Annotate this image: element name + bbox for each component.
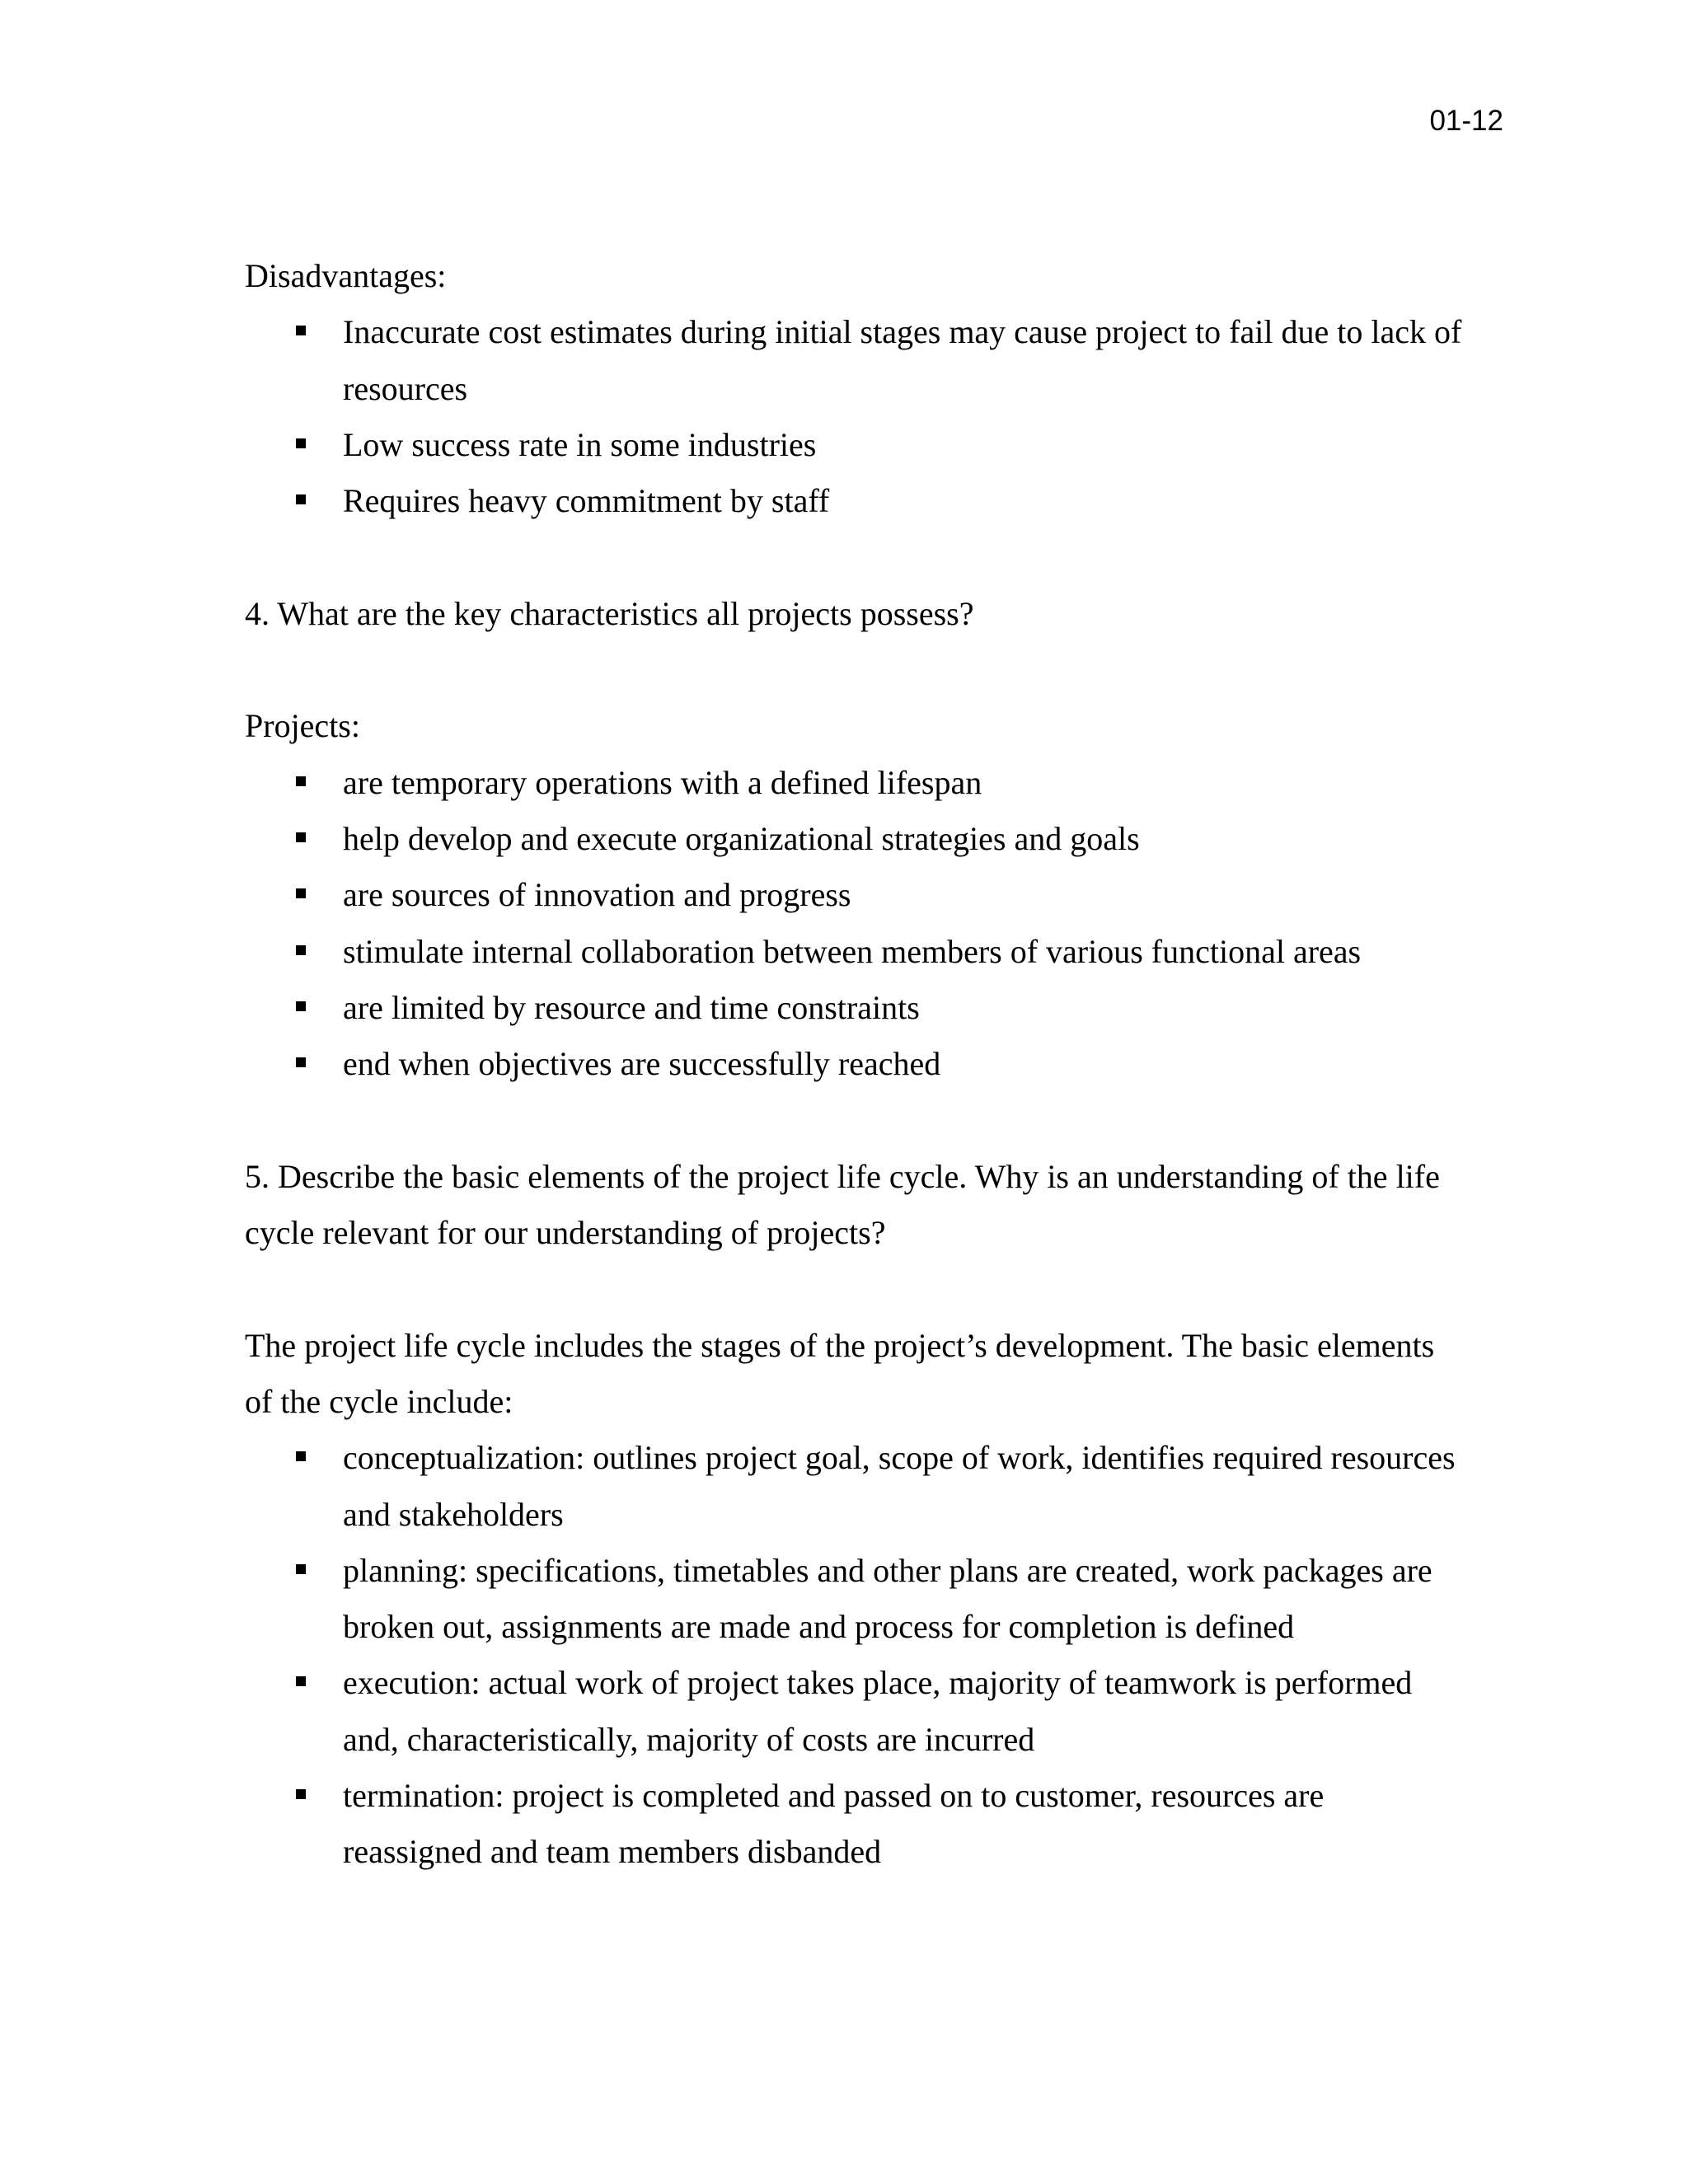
list-item [245,1430,1465,1543]
list-item-text: execution: actual work of project takes place, majority of teamwork is performed and, characteristically, majority of costs are incurred [343,1664,1413,1758]
square-bullet-icon [296,776,306,786]
list-item [245,473,1465,529]
square-bullet-icon [296,888,306,898]
square-bullet-icon [296,438,306,448]
square-bullet-icon [296,1676,306,1686]
list-item-text: Requires heavy commitment by staff [343,482,830,520]
square-bullet-icon [296,832,306,842]
square-bullet-icon [296,1451,306,1461]
square-bullet-icon [296,1789,306,1799]
square-bullet-icon [296,1001,306,1011]
spacer [245,529,1465,585]
life-cycle-lead: The project life cycle includes the stages of the project’s development. The basic elements of the cycle include: [245,1326,1435,1420]
document-body [245,248,1465,1881]
spacer [245,642,1465,698]
page-number: 01-12 [1429,105,1503,137]
list-item-text: Inaccurate cost estimates during initial stages may cause project to fail due to lack of resources [343,313,1462,407]
list-item-text: planning: specifications, timetables and other plans are created, work packages are broken out, assignments are made and process for completion is defined [343,1551,1432,1646]
square-bullet-icon [296,945,306,955]
list-item-text: Low success rate in some industries [343,425,817,463]
spacer [245,1261,1465,1317]
disadvantages-heading: Disadvantages: [245,257,447,294]
life-cycle-stages-list [245,1430,1465,1880]
list-item [245,1768,1465,1881]
list-item [245,1543,1465,1656]
list-item [245,811,1465,867]
square-bullet-icon [296,494,306,504]
projects-characteristics-list [245,755,1465,1093]
square-bullet-icon [296,326,306,335]
list-item-text: are sources of innovation and progress [343,876,851,914]
list-item-text: are temporary operations with a defined lifespan [343,763,982,801]
list-item-text: help develop and execute organizational strategies and goals [343,819,1140,857]
list-item-text: conceptualization: outlines project goal, scope of work, identifies required resources and stakeholders [343,1439,1456,1533]
list-item [245,867,1465,923]
list-item [245,417,1465,473]
question-4: 4. What are the key characteristics all projects possess? [245,594,974,632]
list-item [245,980,1465,1036]
list-item [245,755,1465,811]
list-item-text: termination: project is completed and passed on to customer, resources are reassigned and team members disbanded [343,1777,1325,1871]
square-bullet-icon [296,1564,306,1574]
projects-lead: Projects: [245,707,360,745]
disadvantages-list [245,304,1465,529]
square-bullet-icon [296,1057,306,1067]
list-item-text: end when objectives are successfully reached [343,1045,941,1083]
list-item [245,924,1465,980]
list-item [245,1655,1465,1768]
question-5: 5. Describe the basic elements of the project life cycle. Why is an understanding of the life cycle relevant for our understanding of projects? [245,1157,1440,1252]
list-item-text: stimulate internal collaboration between members of various functional areas [343,932,1362,970]
list-item [245,1036,1465,1092]
spacer [245,1092,1465,1148]
list-item [245,304,1465,417]
list-item-text: are limited by resource and time constraints [343,988,920,1026]
